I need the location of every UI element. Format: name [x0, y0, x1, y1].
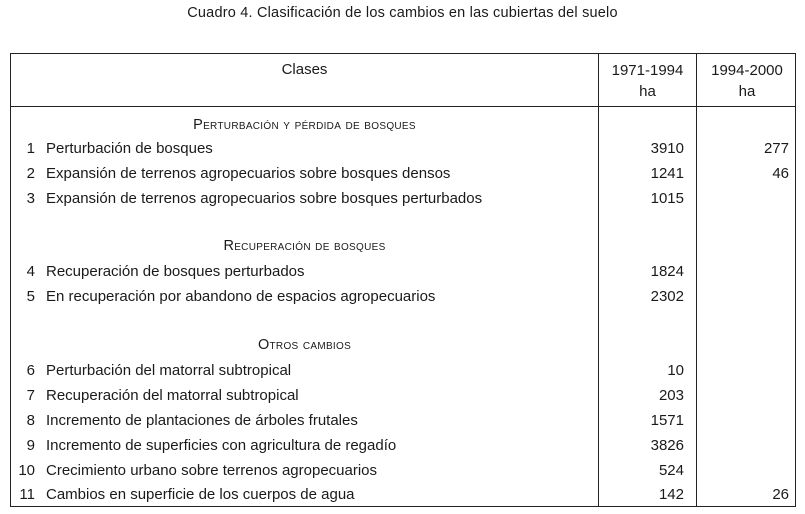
header-1971-1994 — [599, 60, 696, 102]
row-number: 11 — [19, 486, 35, 503]
table-row — [11, 482, 797, 507]
table-row — [11, 358, 797, 383]
section-title: Perturbación y pérdida de bosques — [193, 117, 416, 133]
value-1971-1994: 3826 — [650, 437, 684, 454]
row-label: Crecimiento urbano sobre terrenos agropecuarios — [46, 462, 378, 479]
land-cover-change-table — [10, 53, 796, 507]
row-label: Expansión de terrenos agropecuarios sobre bosques perturbados — [46, 190, 483, 207]
table-row — [11, 161, 797, 186]
row-label: Cambios en superficie de los cuerpos de agua — [46, 486, 355, 503]
row-number: 9 — [26, 437, 35, 454]
header-divider — [11, 106, 795, 107]
row-label: Perturbación de bosques — [46, 140, 213, 157]
row-number: 8 — [26, 412, 35, 429]
section-title: Otros cambios — [257, 337, 352, 353]
row-label: En recuperación por abandono de espacios agropecuarios — [46, 288, 436, 305]
row-label: Perturbación del matorral subtropical — [46, 362, 292, 379]
row-label: Recuperación del matorral subtropical — [46, 387, 299, 404]
row-label: Expansión de terrenos agropecuarios sobre bosques densos — [46, 165, 451, 182]
header-period: 1971-1994 — [611, 62, 684, 79]
row-label: Recuperación de bosques perturbados — [46, 263, 305, 280]
row-number: 10 — [18, 462, 35, 479]
value-1971-1994: 1015 — [650, 190, 684, 207]
header-unit: ha — [639, 83, 656, 100]
row-number: 6 — [26, 362, 35, 379]
value-1994-2000: 46 — [772, 165, 789, 182]
table-row — [11, 284, 797, 309]
value-1971-1994: 1824 — [650, 263, 684, 280]
table-caption: Cuadro 4. Clasificación de los cambios en las cubiertas del suelo — [187, 5, 618, 21]
row-number: 2 — [26, 165, 35, 182]
value-1971-1994: 203 — [658, 387, 684, 404]
value-1971-1994: 524 — [658, 462, 684, 479]
header-classes: Clases — [281, 61, 328, 78]
value-1971-1994: 10 — [667, 362, 684, 379]
table-row — [11, 186, 797, 211]
header-unit: ha — [738, 83, 756, 100]
table-row — [11, 408, 797, 433]
value-1971-1994: 1241 — [650, 165, 684, 182]
header-1994-2000 — [697, 60, 797, 102]
value-1994-2000: 277 — [763, 140, 789, 157]
row-label: Incremento de plantaciones de árboles frutales — [46, 412, 358, 429]
value-1971-1994: 142 — [658, 486, 684, 503]
header-period: 1994-2000 — [711, 62, 783, 79]
table-row — [11, 458, 797, 483]
value-1971-1994: 3910 — [650, 140, 684, 157]
row-label: Incremento de superficies con agricultura de regadío — [46, 437, 397, 454]
row-number: 1 — [26, 140, 35, 157]
section-title: Recuperación de bosques — [223, 238, 386, 254]
table-row — [11, 433, 797, 458]
value-1994-2000: 26 — [772, 486, 789, 503]
table-row — [11, 259, 797, 284]
value-1971-1994: 2302 — [650, 288, 684, 305]
row-number: 5 — [26, 288, 35, 305]
value-1971-1994: 1571 — [650, 412, 684, 429]
table-row — [11, 136, 797, 161]
table-row — [11, 383, 797, 408]
row-number: 4 — [26, 263, 35, 280]
row-number: 3 — [26, 190, 35, 207]
row-number: 7 — [26, 387, 35, 404]
